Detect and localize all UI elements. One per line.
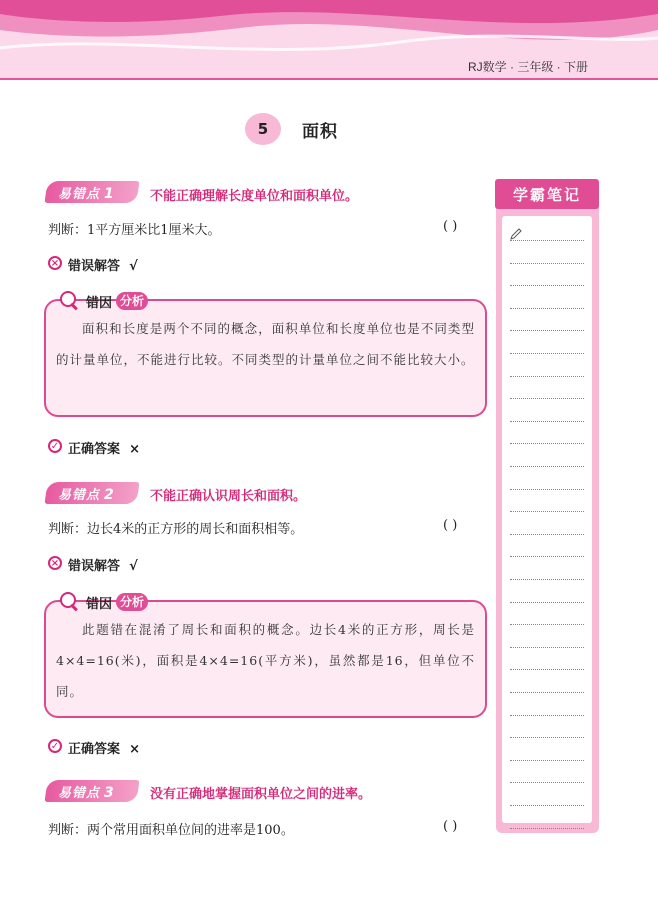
note-line [510, 376, 584, 377]
note-line [510, 443, 584, 444]
note-line [510, 692, 584, 693]
wrong-answer-icon: × [48, 556, 62, 570]
answer-blank-1[interactable]: ( ) [443, 219, 458, 234]
analysis-text-2: 此题错在混淆了周长和面积的概念。边长4米的正方形，周长是4×4=16(米)，面积是4×4=16(平方米)，虽然都是16，但单位不同。 [56, 622, 475, 699]
note-line [510, 421, 584, 422]
notes-title: 学霸笔记 [495, 179, 599, 209]
note-line [510, 647, 584, 648]
note-line [510, 466, 584, 467]
mistake-2-description: 不能正确认识周长和面积。 [150, 489, 307, 504]
cause-label-2: 错因 [86, 597, 113, 612]
pencil-icon [510, 228, 522, 240]
note-line [510, 511, 584, 512]
wrong-answer-icon: × [48, 256, 62, 270]
note-line [510, 782, 584, 783]
header-divider [0, 78, 658, 80]
wrong-answer-1: 错误解答 √ [68, 259, 138, 274]
note-line [510, 828, 584, 829]
note-line [510, 263, 584, 264]
section-title: 面积 [302, 122, 338, 142]
correct-answer-2: 正确答案 × [68, 742, 140, 757]
note-line [510, 737, 584, 738]
section-number: 5 [245, 113, 281, 145]
note-line [510, 534, 584, 535]
note-line [510, 489, 584, 490]
note-line [510, 669, 584, 670]
analysis-box-1 [44, 299, 487, 417]
notes-writing-area[interactable] [502, 216, 592, 823]
note-line [510, 579, 584, 580]
analysis-text-1: 面积和长度是两个不同的概念，面积单位和长度单位也是不同类型的计量单位，不能进行比较。不同类型的计量单位之间不能比较大小。 [56, 321, 475, 367]
cause-chip-2: 分析 [116, 593, 148, 611]
note-line [510, 240, 584, 241]
note-line [510, 805, 584, 806]
note-line [510, 760, 584, 761]
header-subject-label: RJ数学 · 三年级 · 下册 [468, 60, 588, 74]
note-line [510, 624, 584, 625]
cause-label-1: 错因 [86, 296, 113, 311]
wrong-answer-2: 错误解答 √ [68, 559, 138, 574]
analysis-box-2 [44, 600, 487, 718]
mistake-3-description: 没有正确地掌握面积单位之间的进率。 [150, 787, 372, 802]
note-line [510, 556, 584, 557]
note-line [510, 308, 584, 309]
mistake-tag-2-text: 易错点 2 [58, 487, 115, 503]
question-1: 判断：1平方厘米比1厘米大。 [48, 223, 221, 238]
correct-answer-1: 正确答案 × [68, 442, 140, 457]
mistake-tag-3-text: 易错点 3 [58, 785, 115, 801]
mistake-1-description: 不能正确理解长度单位和面积单位。 [150, 189, 359, 204]
note-line [510, 602, 584, 603]
note-line [510, 330, 584, 331]
question-2: 判断：边长4米的正方形的周长和面积相等。 [48, 522, 304, 537]
mistake-tag-1-text: 易错点 1 [58, 186, 115, 202]
note-line [510, 398, 584, 399]
note-line [510, 353, 584, 354]
answer-blank-3[interactable]: ( ) [443, 819, 458, 834]
question-3: 判断：两个常用面积单位间的进率是100。 [48, 823, 294, 838]
check-icon: ✓ [48, 739, 62, 753]
check-icon: ✓ [48, 439, 62, 453]
note-line [510, 285, 584, 286]
note-line [510, 715, 584, 716]
answer-blank-2[interactable]: ( ) [443, 518, 458, 533]
cause-chip-1: 分析 [116, 292, 148, 310]
